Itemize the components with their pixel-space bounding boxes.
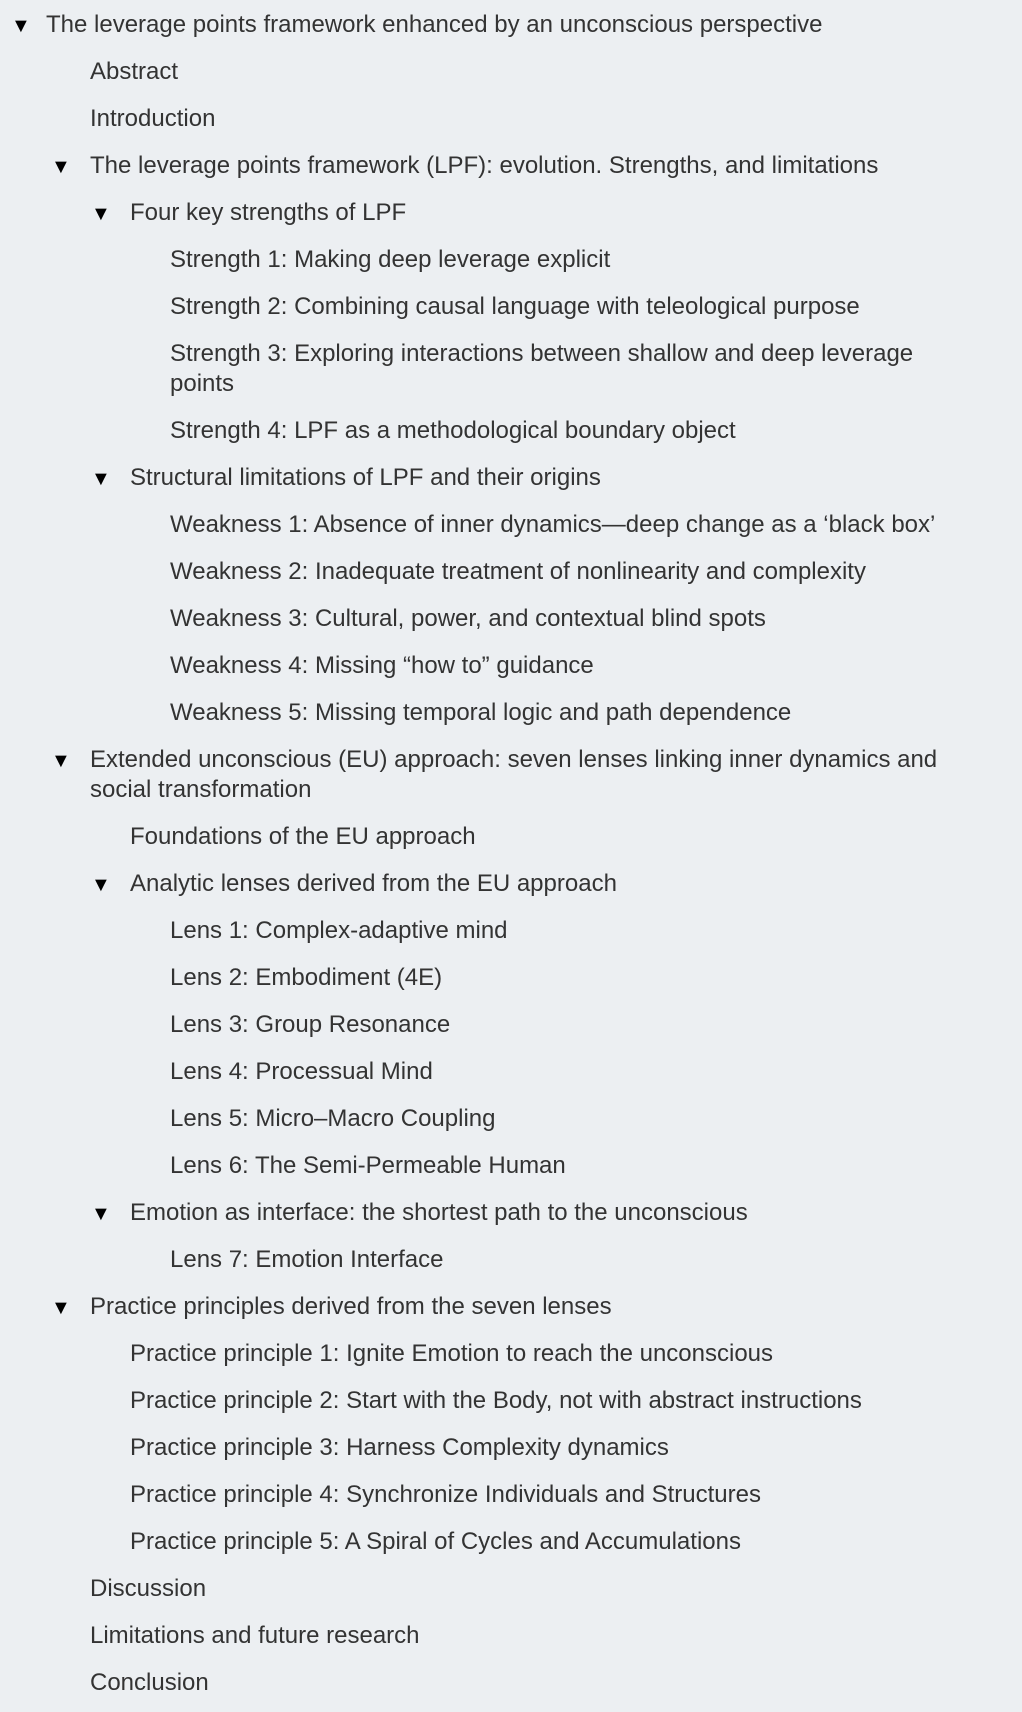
outline-item[interactable] xyxy=(0,101,1022,148)
outline-item-label[interactable]: Lens 3: Group Resonance xyxy=(170,1011,451,1038)
outline-root[interactable] xyxy=(0,7,1022,54)
outline-item-label[interactable]: Strength 3: Exploring interactions between shallow and deep leverage points xyxy=(170,340,914,397)
outline-root-title[interactable]: The leverage points framework enhanced by an unconscious perspective xyxy=(46,11,823,38)
outline-item[interactable] xyxy=(0,601,1022,648)
outline-item[interactable] xyxy=(0,819,1022,866)
outline-section[interactable] xyxy=(0,866,1022,913)
outline-items xyxy=(0,54,1022,1712)
collapse-triangle-icon[interactable]: ▼ xyxy=(51,156,71,178)
collapse-triangle-icon[interactable]: ▼ xyxy=(91,1203,111,1225)
outline-item-label[interactable]: Practice principles derived from the seven lenses xyxy=(90,1293,612,1320)
collapse-triangle-icon[interactable]: ▼ xyxy=(51,750,71,772)
outline-item[interactable] xyxy=(0,1618,1022,1665)
outline-item[interactable] xyxy=(0,695,1022,742)
outline-item-label[interactable]: Conclusion xyxy=(90,1669,209,1696)
outline-item[interactable] xyxy=(0,554,1022,601)
outline-item-label[interactable]: Introduction xyxy=(90,105,216,132)
outline-section[interactable] xyxy=(0,195,1022,242)
outline-item-label[interactable]: Analytic lenses derived from the EU approach xyxy=(130,870,617,897)
outline-item-label[interactable]: The leverage points framework (LPF): evolution. Strengths, and limitations xyxy=(90,152,879,179)
outline-item-label[interactable]: Four key strengths of LPF xyxy=(130,199,407,226)
outline-item-label[interactable]: Lens 7: Emotion Interface xyxy=(170,1246,444,1273)
outline-item-label[interactable]: Practice principle 4: Synchronize Individuals and Structures xyxy=(130,1481,761,1508)
outline-item-label[interactable]: Lens 1: Complex-adaptive mind xyxy=(170,917,508,944)
outline-item-label[interactable]: Emotion as interface: the shortest path to the unconscious xyxy=(130,1199,748,1226)
outline-item[interactable] xyxy=(0,1242,1022,1289)
outline-item[interactable] xyxy=(0,1524,1022,1571)
outline-item-label[interactable]: Lens 2: Embodiment (4E) xyxy=(170,964,443,991)
outline-item-label[interactable]: Lens 6: The Semi-Permeable Human xyxy=(170,1152,566,1179)
outline-item-label[interactable]: Weakness 4: Missing “how to” guidance xyxy=(170,652,594,679)
outline-item[interactable] xyxy=(0,242,1022,289)
outline-item[interactable] xyxy=(0,413,1022,460)
collapse-triangle-icon[interactable]: ▼ xyxy=(91,468,111,490)
outline-item[interactable] xyxy=(0,1007,1022,1054)
outline-item[interactable] xyxy=(0,648,1022,695)
outline-item[interactable] xyxy=(0,1336,1022,1383)
outline-item-label[interactable]: Lens 5: Micro–Macro Coupling xyxy=(170,1105,496,1132)
outline-section[interactable] xyxy=(0,1289,1022,1336)
outline-item[interactable] xyxy=(0,1430,1022,1477)
outline-item[interactable] xyxy=(0,1054,1022,1101)
outline-item-label[interactable]: Limitations and future research xyxy=(90,1622,420,1649)
outline-item-label[interactable]: Foundations of the EU approach xyxy=(130,823,476,850)
outline-item[interactable] xyxy=(0,913,1022,960)
collapse-triangle-icon[interactable]: ▼ xyxy=(11,15,31,37)
collapse-triangle-icon[interactable]: ▼ xyxy=(91,874,111,896)
outline-item-label[interactable]: Discussion xyxy=(90,1575,207,1602)
collapse-triangle-icon[interactable]: ▼ xyxy=(91,203,111,225)
outline-item[interactable] xyxy=(0,1383,1022,1430)
outline-section[interactable] xyxy=(0,460,1022,507)
outline-item-label[interactable]: Weakness 2: Inadequate treatment of nonlinearity and complexity xyxy=(170,558,866,585)
outline-section[interactable] xyxy=(0,742,1022,819)
outline-item-label[interactable]: Practice principle 5: A Spiral of Cycles and Accumulations xyxy=(130,1528,741,1555)
outline-item-label[interactable]: Practice principle 2: Start with the Body, not with abstract instructions xyxy=(130,1387,862,1414)
outline-item-label[interactable]: Strength 2: Combining causal language with teleological purpose xyxy=(170,293,860,320)
outline-item-label[interactable]: Lens 4: Processual Mind xyxy=(170,1058,433,1085)
outline-item-label[interactable]: Structural limitations of LPF and their origins xyxy=(130,464,601,491)
outline-item-label[interactable]: Weakness 1: Absence of inner dynamics—deep change as a ‘black box’ xyxy=(170,511,936,538)
outline-item-label[interactable]: Practice principle 1: Ignite Emotion to reach the unconscious xyxy=(130,1340,774,1367)
outline-section[interactable] xyxy=(0,1195,1022,1242)
outline-item-label[interactable]: Strength 4: LPF as a methodological boundary object xyxy=(170,417,736,444)
outline-item-label[interactable]: Extended unconscious (EU) approach: seven lenses linking inner dynamics and social transformation xyxy=(90,746,938,803)
outline-item-label[interactable]: Weakness 5: Missing temporal logic and path dependence xyxy=(170,699,792,726)
outline-item-label[interactable]: Practice principle 3: Harness Complexity dynamics xyxy=(130,1434,669,1461)
outline-item[interactable] xyxy=(0,507,1022,554)
outline-item[interactable] xyxy=(0,54,1022,101)
outline-item-label[interactable]: Abstract xyxy=(90,58,179,85)
outline-item-label[interactable]: Strength 1: Making deep leverage explicit xyxy=(170,246,611,273)
outline-item[interactable] xyxy=(0,1477,1022,1524)
outline-item[interactable] xyxy=(0,960,1022,1007)
outline-item[interactable] xyxy=(0,289,1022,336)
outline-section[interactable] xyxy=(0,148,1022,195)
outline-item[interactable] xyxy=(0,1571,1022,1618)
outline-item[interactable] xyxy=(0,1148,1022,1195)
collapse-triangle-icon[interactable]: ▼ xyxy=(51,1297,71,1319)
outline-item[interactable] xyxy=(0,1101,1022,1148)
outline-item[interactable] xyxy=(0,336,1022,413)
outline-item-label[interactable]: Weakness 3: Cultural, power, and contextual blind spots xyxy=(170,605,766,632)
outline-item[interactable] xyxy=(0,1665,1022,1712)
